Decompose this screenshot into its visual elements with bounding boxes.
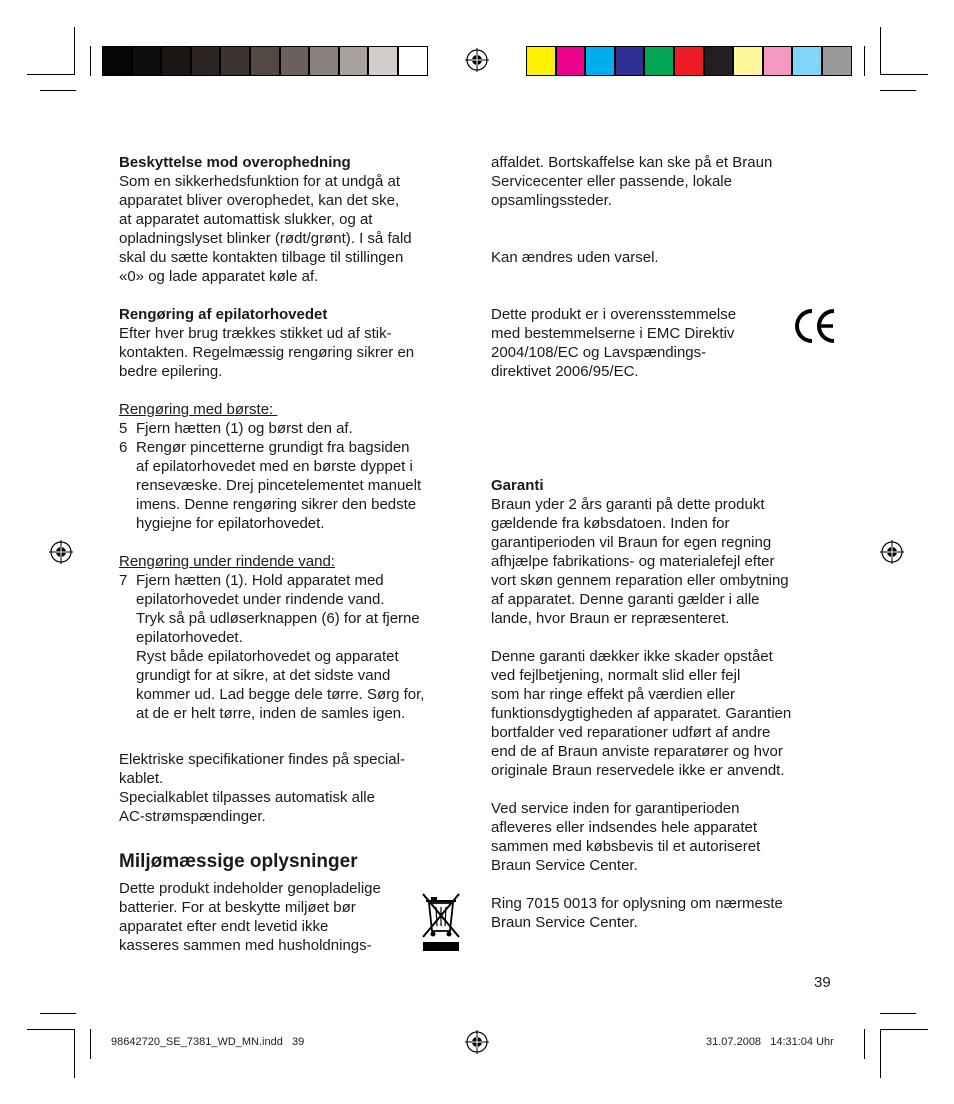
page-number: 39 [814,974,831,991]
step-number: 5 [119,420,128,437]
text-line: Rengør pincetterne grundigt fra bagsiden [136,439,410,456]
text-line: Elektriske specifikationer findes på special- [119,751,405,768]
crop-mark [880,74,928,75]
epilator-head-cleaning-heading: Rengøring af epilatorhovedet [119,306,328,323]
color-swatch [161,46,191,76]
text-line: 2004/108/EC og Lavspændings- [491,344,707,361]
registration-target-icon [465,1030,489,1054]
text-line: apparatet efter endt levetid ikke [119,918,329,935]
crossed-out-wheelie-bin-icon [420,891,462,953]
text-line: batterier. For at beskytte miljøet bør [119,899,356,916]
crop-mark [880,1029,928,1030]
registration-target-icon [49,540,73,564]
left-column [119,153,469,955]
text-line: Denne garanti dækker ikke skader opstået [491,648,773,665]
crop-mark [27,74,75,75]
warranty-service-text [491,799,841,875]
crop-mark [40,1013,76,1014]
step-6 [119,438,469,533]
crop-mark [864,46,865,76]
crop-mark [74,27,75,75]
color-swatch [733,46,763,76]
text-line: afhjælpe fabrikations- og materialefejl efter [491,553,775,570]
color-swatch [822,46,852,76]
registration-target-icon [465,48,489,72]
text-line: opladningslyset blinker (rødt/grønt). I så fald [119,230,412,247]
text-line: gældende fra købsdatoen. Inden for [491,515,730,532]
color-swatch [556,46,586,76]
text-line: «0» og lade apparatet køle af. [119,268,319,285]
color-swatch [704,46,734,76]
overheating-heading: Beskyttelse mod overophedning [119,154,351,171]
color-swatch [339,46,369,76]
color-swatch [132,46,162,76]
text-line: epilatorhovedet under rindende vand. [136,591,385,608]
color-swatch [585,46,615,76]
water-cleaning-heading: Rengøring under rindende vand: [119,553,335,570]
crop-mark [27,1029,75,1030]
conformity-text [491,305,841,381]
text-line: af apparatet. Denne garanti gælder i alle [491,591,760,608]
brush-cleaning-heading: Rengøring med børste: [119,401,278,418]
text-line: Braun Service Center. [491,857,638,874]
text-line: Ved service inden for garantiperioden [491,800,740,817]
color-swatch [102,46,132,76]
text-line: imens. Denne rengøring sikrer den bedste [136,496,417,513]
text-line: at apparatet automattisk slukker, og at [119,211,373,228]
text-line: kontakten. Regelmæssig rengøring sikrer en [119,344,415,361]
color-swatch [280,46,310,76]
step-7 [119,571,469,723]
color-swatch [250,46,280,76]
warranty-text [491,495,841,628]
service-phone-text [491,894,841,932]
text-line: Specialkablet tilpasses automatisk alle [119,789,375,806]
overheating-text [119,172,469,286]
color-swatch [220,46,250,76]
text-line: bortfalder ved reparationer udført af andre [491,724,771,741]
color-swatch [792,46,822,76]
crop-mark [40,90,76,91]
text-line: epilatorhovedet. [136,629,243,646]
text-line: end de af Braun anviste reparatører og hvor [491,743,783,760]
text-line: kablet. [119,770,164,787]
right-column [491,153,841,932]
text-line: Fjern hætten (1) og børst den af. [136,420,353,437]
text-line: lande, hvor Braun er repræsenteret. [491,610,730,627]
text-line: garantiperioden vil Braun for egen regning [491,534,772,551]
text-line: rensevæske. Drej pincetelementet manuelt [136,477,422,494]
warranty-heading: Garanti [491,477,544,494]
text-line: Fjern hætten (1). Hold apparatet med [136,572,384,589]
crop-mark [880,90,916,91]
slug-timestamp: 31.07.2008 14:31:04 Uhr [706,1036,834,1048]
step-number: 7 [119,572,128,589]
electrical-specs-text [119,750,469,826]
step-text [136,438,469,533]
text-line: af epilatorhovedet med en børste dyppet i [136,458,413,475]
crop-mark [880,1030,881,1078]
text-line: afleveres eller indsendes hele apparatet [491,819,758,836]
epilator-head-cleaning-text [119,324,469,381]
text-line: bedre epilering. [119,363,223,380]
step-number: 6 [119,439,128,456]
color-swatch [763,46,793,76]
disposal-continued-text [491,153,841,210]
text-line: som har ringe effekt på værdien eller [491,686,736,703]
color-swatch [191,46,221,76]
text-line: Braun Service Center. [491,914,638,931]
text-line: Braun yder 2 års garanti på dette produkt [491,496,765,513]
text-line: Dette produkt er i overensstemmelse [491,306,737,323]
text-line: Efter hver brug trækkes stikket ud af stik- [119,325,392,342]
text-line: direktivet 2006/95/EC. [491,363,639,380]
color-swatch [644,46,674,76]
ce-mark-icon [792,307,838,345]
text-line: kommer ud. Lad begge dele tørre. Sørg for, [136,686,425,703]
text-line: apparatet bliver overophedet, kan det ske, [119,192,400,209]
text-line: Dette produkt indeholder genopladelige [119,880,381,897]
change-notice: Kan ændres uden varsel. [491,249,659,266]
color-swatch [309,46,339,76]
text-line: skal du sætte kontakten tilbage til stillingen [119,249,404,266]
text-line: Ryst både epilatorhovedet og apparatet [136,648,399,665]
text-line: funktionsdygtigheden af apparatet. Garantien [491,705,792,722]
text-line: ved fejlbetjening, normalt slid eller fejl [491,667,741,684]
slug-filename: 98642720_SE_7381_WD_MN.indd 39 [111,1036,305,1048]
environment-text [119,879,469,955]
step-5 [119,419,469,438]
text-line: hygiejne for epilatorhovedet. [136,515,325,532]
step-text [136,419,469,438]
crop-mark [74,1030,75,1078]
color-swatch [398,46,428,76]
text-line: kasseres sammen med husholdnings- [119,937,372,954]
text-line: Tryk så på udløserknappen (6) for at fjerne [136,610,420,627]
text-line: sammen med købsbevis til et autoriseret [491,838,761,855]
crop-mark [864,1029,865,1059]
color-swatch [368,46,398,76]
crop-mark [90,46,91,76]
warranty-coverage-text [491,647,841,780]
step-text [136,571,469,723]
environment-heading: Miljømæssige oplysninger [119,851,358,872]
text-line: originale Braun reservedele ikke er anvendt. [491,762,785,779]
text-line: opsamlingssteder. [491,192,612,209]
registration-target-icon [880,540,904,564]
text-line: Som en sikkerhedsfunktion for at undgå at [119,173,401,190]
crop-mark [880,1013,916,1014]
text-line: Ring 7015 0013 for oplysning om nærmeste [491,895,783,912]
color-swatch [526,46,556,76]
text-line: at de er helt tørre, inden de samles igen. [136,705,406,722]
text-line: grundigt for at sikre, at det sidste vand [136,667,391,684]
text-line: AC-strømspændinger. [119,808,266,825]
crop-mark [880,27,881,75]
color-swatch [615,46,645,76]
text-line: vort skøn gennem reparation eller ombytning [491,572,789,589]
text-line: affaldet. Bortskaffelse kan ske på et Braun [491,154,773,171]
text-line: med bestemmelserne i EMC Direktiv [491,325,735,342]
color-swatch [674,46,704,76]
text-line: Servicecenter eller passende, lokale [491,173,732,190]
crop-mark [90,1029,91,1059]
